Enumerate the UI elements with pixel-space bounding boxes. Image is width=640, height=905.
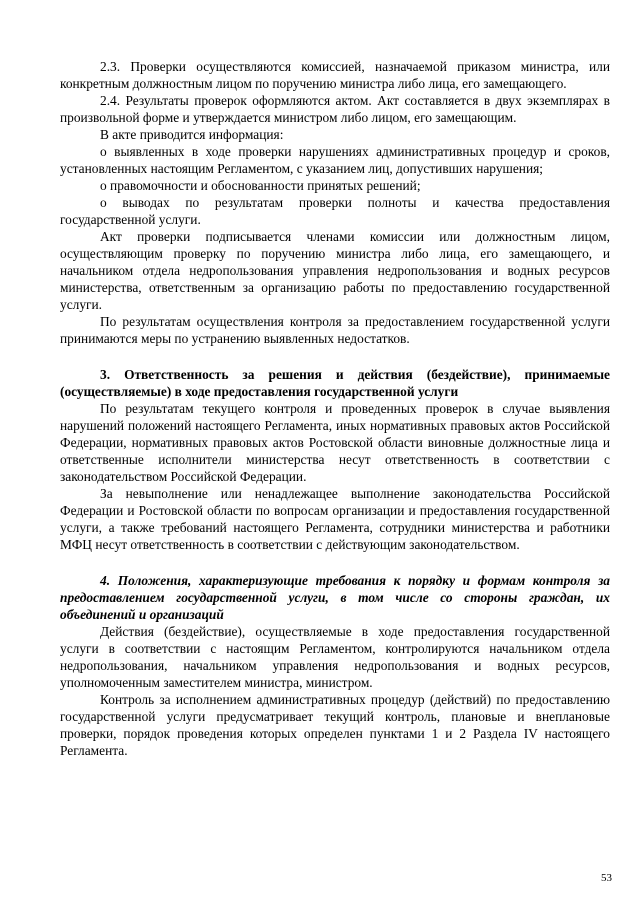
act-item-legitimacy: о правомочности и обоснованности принятых решений; bbox=[100, 178, 421, 193]
paragraph-2-3: 2.3. Проверки осуществляются комиссией, назначаемой приказом министра, или конкретным должностным лицом по поручению министра либо лица, его замещающего. bbox=[60, 59, 610, 91]
page-number: 53 bbox=[601, 872, 612, 884]
section-3-paragraph-1: По результатам текущего контроля и проведенных проверок в случае выявления нарушений положений настоящего Регламента, иных нормативных правовых актов Российской Федерации, нормативных правовых актов Ростовской области виновные должностные лица и ответственные исполнители министерства несут ответственность в соответствии с законодательством Российской Федерации. bbox=[60, 401, 610, 484]
section-gap bbox=[60, 553, 610, 572]
paragraph-control-measures: По результатам осуществления контроля за предоставлением государственной услуги принимаются меры по устранению выявленных недостатков. bbox=[60, 314, 610, 346]
paragraph-act-signature: Акт проверки подписывается членами комиссии или должностным лицом, осуществляющим проверку по поручению министра либо лица, его замещающего, и начальником отдела недропользования управления недропользования и водных ресурсов министерства, ответственным за организацию работы по предоставлению государственной услуги. bbox=[60, 229, 610, 312]
section-3-paragraph-2: За невыполнение или ненадлежащее выполнение законодательства Российской Федерации и Ростовской области по вопросам организации и предоставления государственной услуги, а также требований настоящего Регламента, сотрудники министерства и работники МФЦ несут ответственность в соответствии с действующим законодательством. bbox=[60, 486, 610, 552]
section-4-paragraph-2: Контроль за исполнением административных процедур (действий) по предоставлению государственной услуги предусматривает текущий контроль, плановые и внеплановые проверки, порядок проведения которых определен пунктами 1 и 2 Раздела IV настоящего Регламента. bbox=[60, 692, 610, 758]
paragraph-act-intro: В акте приводится информация: bbox=[100, 127, 284, 142]
section-3-heading: 3. Ответственность за решения и действия (бездействие), принимаемые (осуществляемые) в ходе предоставления государственной услуги bbox=[60, 367, 610, 399]
act-item-violations: о выявленных в ходе проверки нарушениях административных процедур и сроков, установленных настоящим Регламентом, с указанием лиц, допустивших нарушения; bbox=[60, 144, 610, 176]
document-page bbox=[60, 58, 610, 759]
section-4-heading: 4. Положения, характеризующие требования к порядку и формам контроля за предоставлением государственной услуги, в том числе со стороны граждан, их объединений и организаций bbox=[60, 573, 610, 622]
act-item-conclusions: о выводах по результатам проверки полноты и качества предоставления государственной услуги. bbox=[60, 195, 610, 227]
paragraph-2-4: 2.4. Результаты проверок оформляются актом. Акт составляется в двух экземплярах в произвольной форме и утверждается министром либо лицом, его замещающим. bbox=[60, 93, 610, 125]
section-gap bbox=[60, 347, 610, 366]
section-4-paragraph-1: Действия (бездействие), осуществляемые в ходе предоставления государственной услуги в соответствии с настоящим Регламентом, контролируются начальником отдела недропользования, начальником управления недропользования и водных ресурсов, уполномоченным заместителем министра, министром. bbox=[60, 624, 610, 690]
